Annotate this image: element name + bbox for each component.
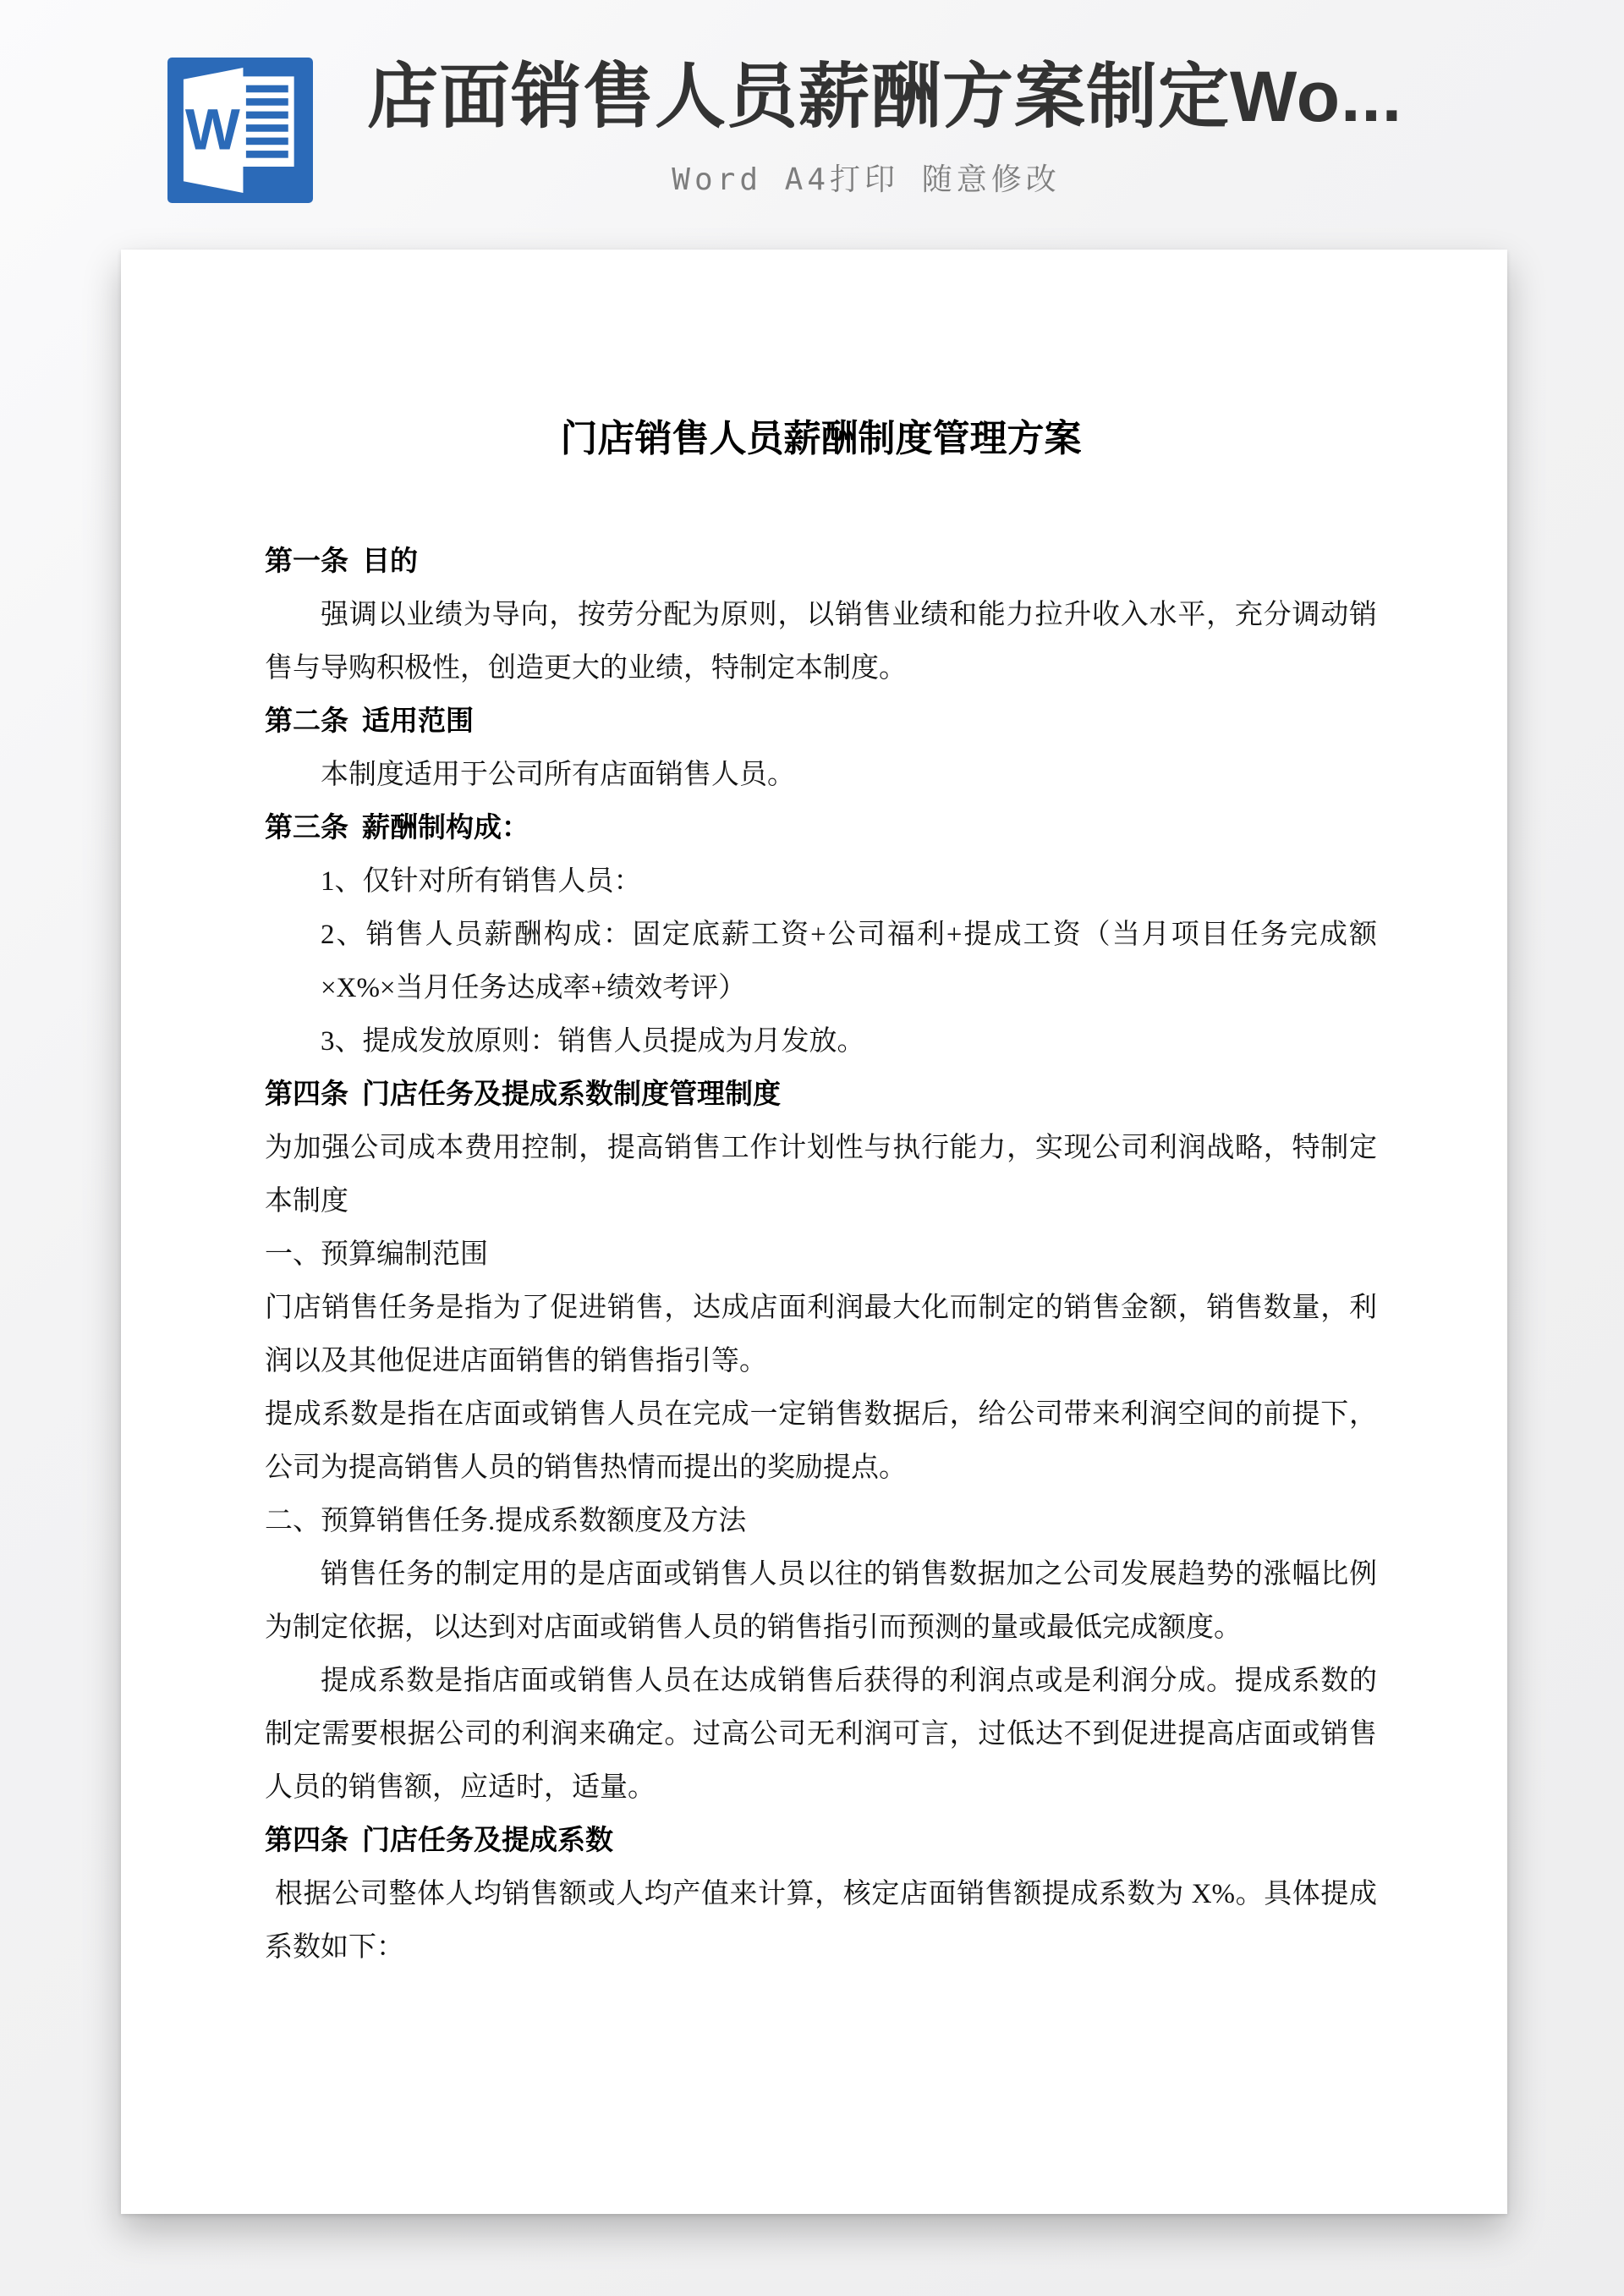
heading-label: 第三条 xyxy=(265,813,348,843)
word-icon xyxy=(167,58,313,203)
doc-paragraph: 提成系数是指在店面或销售人员在完成一定销售数据后，给公司带来利润空间的前提下，公司为提高销售人员的销售热情而提出的奖励提点。 xyxy=(265,1399,1377,1483)
heading-label: 第四条 xyxy=(265,1079,348,1110)
file-subtitle: Word A4打印 随意修改 xyxy=(672,162,1061,197)
heading-text: 薪酬制构成： xyxy=(362,813,529,843)
heading-label: 第四条 xyxy=(265,1826,348,1856)
doc-paragraph: 3、提成发放原则：销售人员提成为月发放。 xyxy=(321,1026,865,1057)
doc-heading xyxy=(265,1068,1377,1122)
header-text xyxy=(367,58,1467,199)
heading-text: 门店任务及提成系数制度管理制度 xyxy=(362,1079,781,1110)
document-page xyxy=(121,250,1507,2214)
doc-paragraph: 本制度适用于公司所有店面销售人员。 xyxy=(321,760,795,790)
doc-paragraph: 2、销售人员薪酬构成：固定底薪工资+公司福利+提成工资（当月项目任务完成额×X%×当月任务达成率+绩效考评） xyxy=(321,920,1377,1003)
doc-heading xyxy=(265,695,1377,749)
word-icon-letter: W xyxy=(184,96,240,162)
document-body xyxy=(265,536,1377,1975)
doc-paragraph: 门店销售任务是指为了促进销售，达成店面利润最大化而制定的销售金额，销售数量，利润以及其他促进店面销售的销售指引等。 xyxy=(265,1293,1377,1376)
heading-label: 第一条 xyxy=(265,547,348,577)
heading-text: 目的 xyxy=(362,547,418,577)
doc-paragraph: 强调以业绩为导向，按劳分配为原则，以销售业绩和能力拉升收入水平，充分调动销售与导购积极性，创造更大的业绩，特制定本制度。 xyxy=(265,600,1377,684)
doc-paragraph: 为加强公司成本费用控制，提高销售工作计划性与执行能力，实现公司利润战略，特制定本制度 xyxy=(265,1133,1377,1217)
doc-heading xyxy=(265,802,1377,855)
doc-paragraph: 一、预算编制范围 xyxy=(265,1239,488,1270)
heading-label: 第二条 xyxy=(265,706,348,737)
document-title: 门店销售人员薪酬制度管理方案 xyxy=(560,418,1082,459)
doc-paragraph: 销售任务的制定用的是店面或销售人员以往的销售数据加之公司发展趋势的涨幅比例为制定依据，以达到对店面或销售人员的销售指引而预测的量或最低完成额度。 xyxy=(265,1559,1377,1643)
doc-paragraph: 提成系数是指店面或销售人员在达成销售后获得的利润点或是利润分成。提成系数的制定需要根据公司的利润来确定。过高公司无利润可言，过低达不到促进提高店面或销售人员的销售额，应适时，适量。 xyxy=(265,1666,1377,1803)
doc-paragraph: 根据公司整体人均销售额或人均产值来计算，核定店面销售额提成系数为 X%。具体提成系数如下： xyxy=(265,1879,1377,1963)
doc-heading xyxy=(265,536,1377,589)
heading-text: 门店任务及提成系数 xyxy=(362,1826,613,1856)
file-header xyxy=(167,58,1467,203)
heading-text: 适用范围 xyxy=(362,706,474,737)
doc-paragraph: 二、预算销售任务.提成系数额度及方法 xyxy=(265,1506,747,1536)
doc-heading xyxy=(265,1815,1377,1868)
file-title: 店面销售人员薪酬方案制定Wo... xyxy=(367,57,1403,136)
doc-paragraph: 1、仅针对所有销售人员： xyxy=(321,866,642,897)
